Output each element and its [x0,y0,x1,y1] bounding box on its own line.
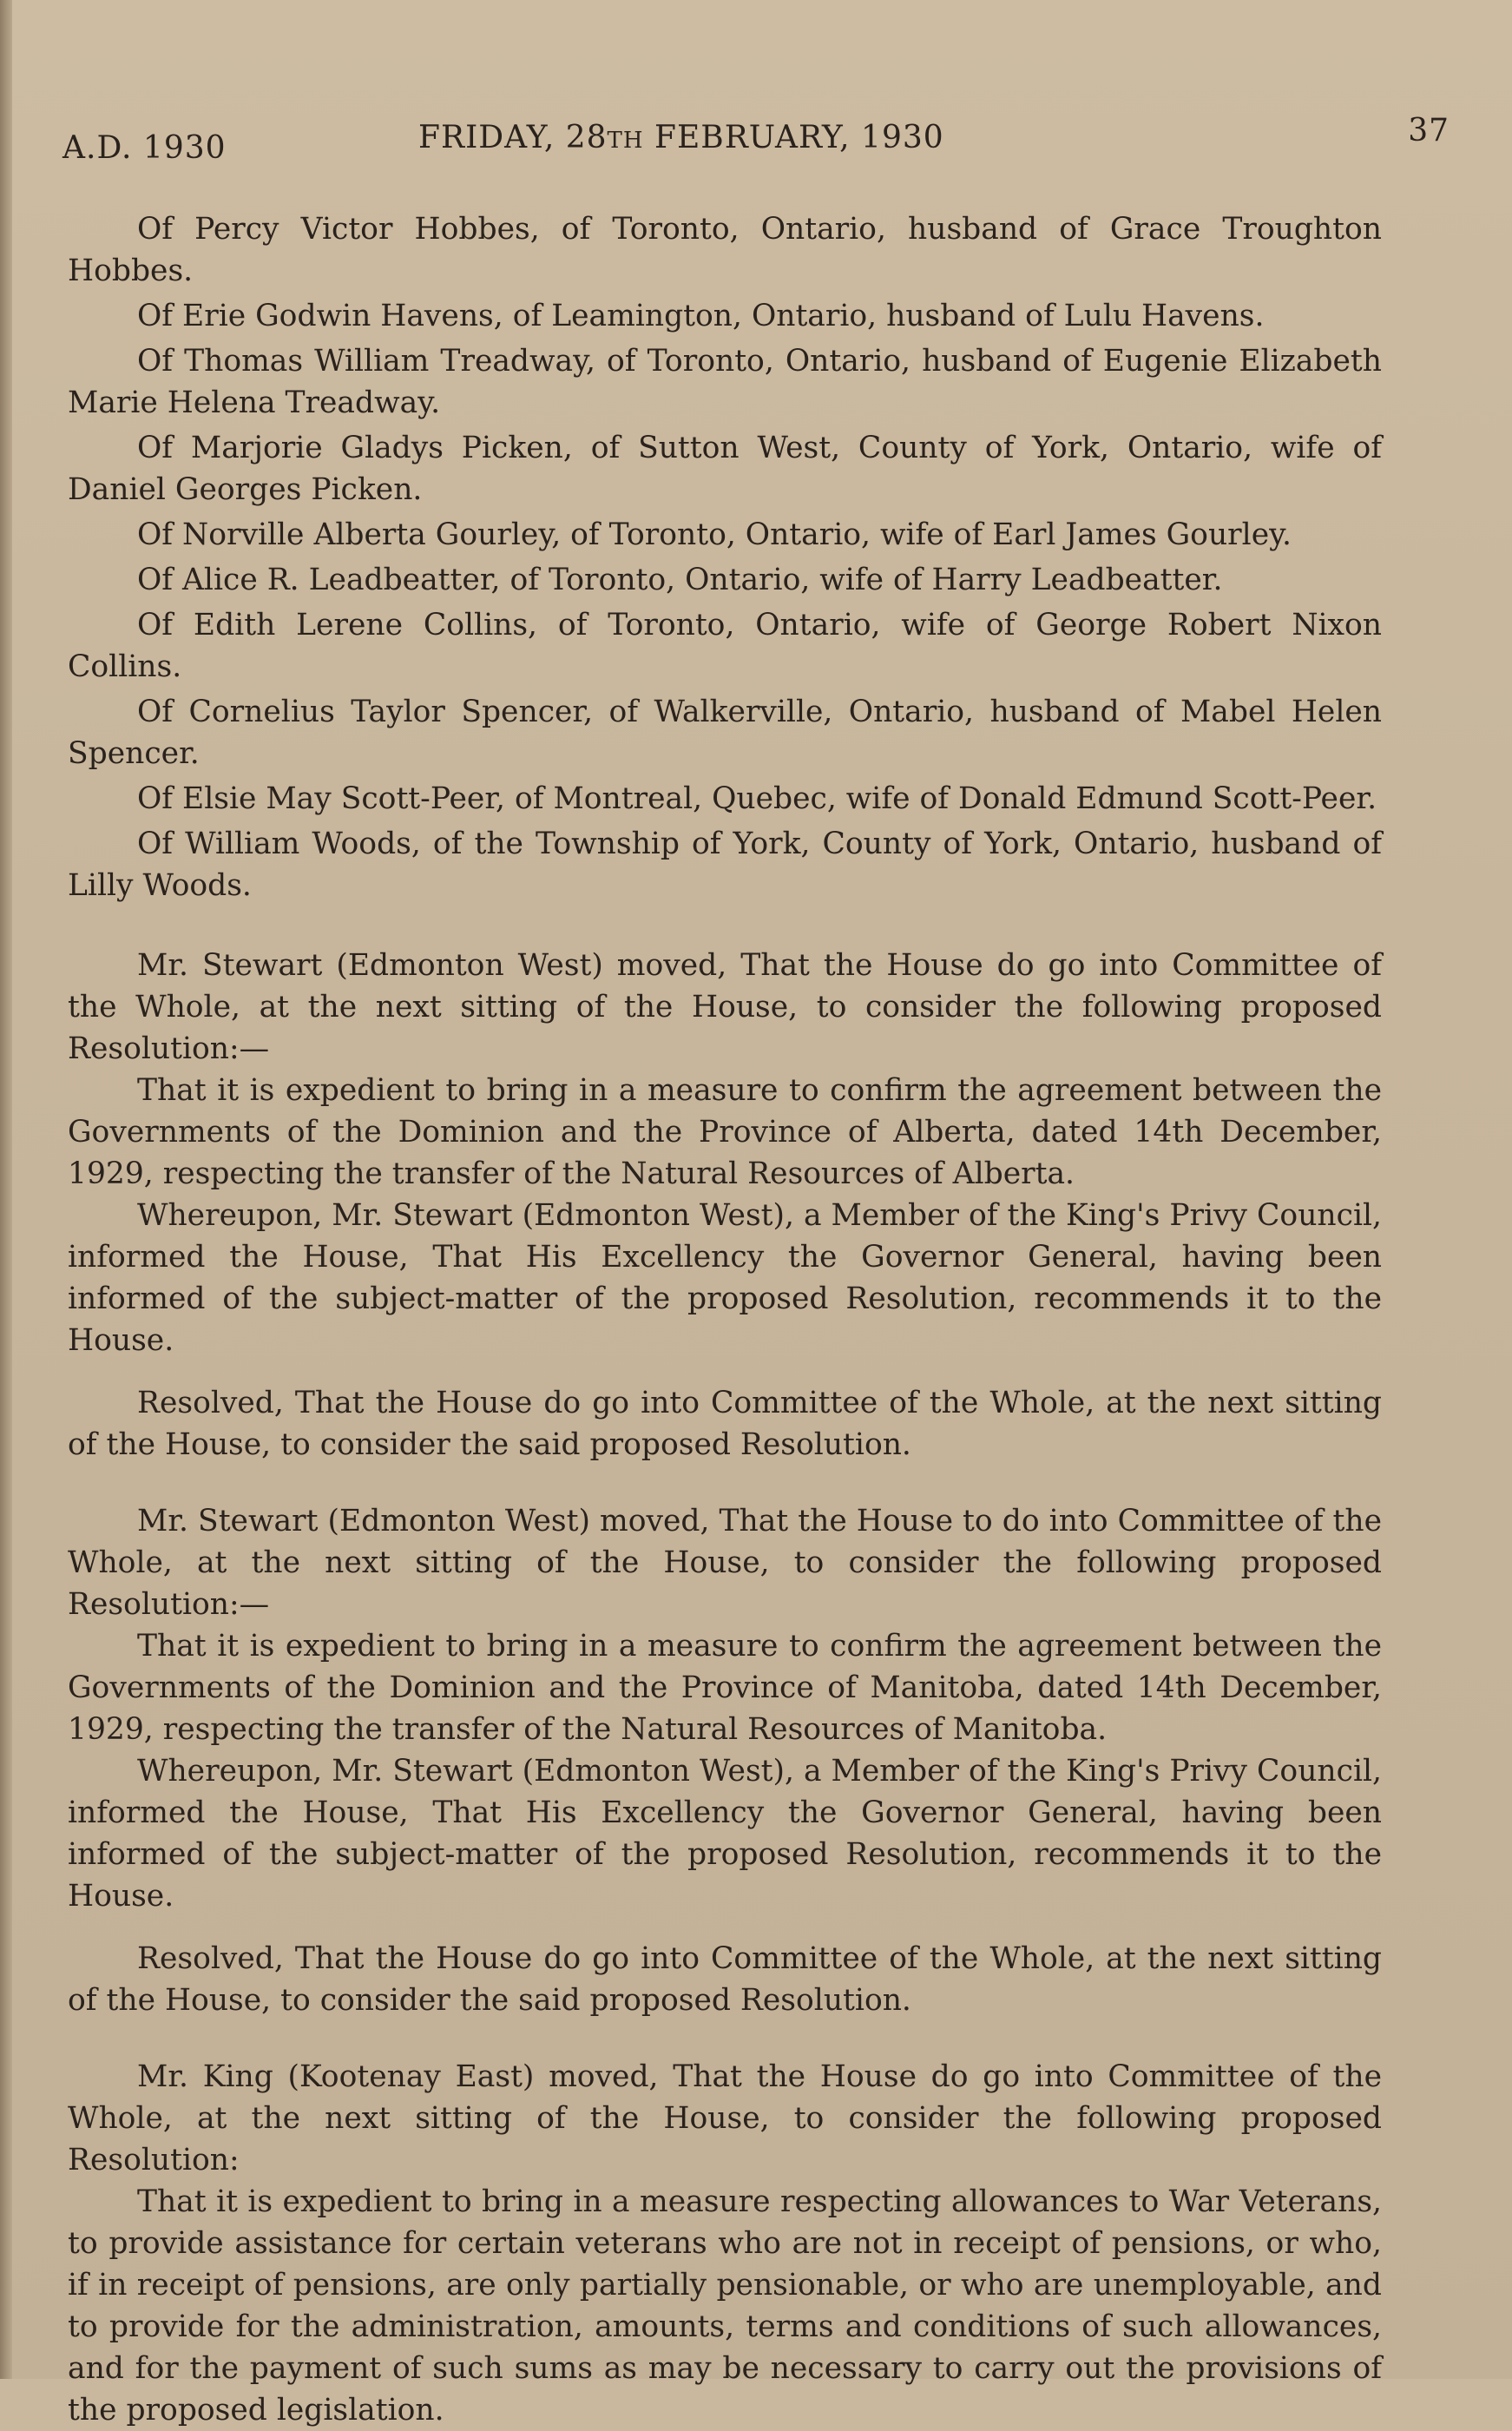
section-gap [68,910,1382,945]
resolution-paragraph: That it is expedient to bring in a measure respecting allowances to War Veterans, to provide assistance for certain veterans who are not in receipt of pensions, or who, if in receipt of pensions, are only partially pensionable, or who are unemployable, and to provide for the administration, amounts, terms and conditions of such allowances, and for the payment of such sums as may be necessary to carry out the provisions of the proposed legislation. [68,2184,1382,2428]
veterans-motion-section [68,2056,1382,2431]
entry-item: Of Percy Victor Hobbes, of Toronto, Ontario, husband of Grace Troughton Hobbes. [68,212,1382,288]
date-day: FRIDAY, 28 [418,120,608,155]
paragraph-gap [68,1917,1382,1938]
motion-paragraph: Mr. King (Kootenay East) moved, That the House do go into Committee of the Whole, at the next sitting of the House, to consider the following proposed Resolution: [68,2059,1382,2177]
motion-paragraph: Mr. Stewart (Edmonton West) moved, That the House to do into Committee of the Whole, at the next sitting of the House, to consider the following proposed Resolution:— [68,1504,1382,1622]
whereupon-paragraph: Whereupon, Mr. Stewart (Edmonton West), a Member of the King's Privy Council, informed the House, That His Excellency the Governor General, having been informed of the subject-matter of the proposed Resolution, recommends it to the House. [68,1198,1382,1358]
resolution-paragraph: That it is expedient to bring in a measure to confirm the agreement between the Governments of the Dominion and the Province of Manitoba, dated 14th December, 1929, respecting the transfer of the Natural Resources of Manitoba. [68,1629,1382,1747]
entry-item: Of Erie Godwin Havens, of Leamington, Ontario, husband of Lulu Havens. [137,299,1265,333]
section-gap [68,2021,1382,2056]
section-gap [68,1466,1382,1500]
entry-item: Of Marjorie Gladys Picken, of Sutton West, County of York, Ontario, wife of Daniel Georges Picken. [68,431,1382,507]
page-number: 37 [1408,113,1450,148]
entry-item: Of William Woods, of the Township of York, County of York, Ontario, husband of Lilly Woods. [68,827,1382,903]
motion-paragraph: Mr. Stewart (Edmonton West) moved, That the House do go into Committee of the Whole, at the next sitting of the House, to consider the following proposed Resolution:— [68,948,1382,1066]
resolved-paragraph: Resolved, That the House do go into Committee of the Whole, at the next sitting of the House, to consider the said proposed Resolution. [68,1386,1382,1462]
paragraph-gap [68,1361,1382,1382]
entry-item: Of Cornelius Taylor Spencer, of Walkerville, Ontario, husband of Mabel Helen Spencer. [68,695,1382,771]
petition-entries [68,208,1382,906]
manitoba-motion-section [68,1500,1382,2021]
page-body [68,208,1382,2431]
sitting-date [418,120,944,155]
whereupon-paragraph: Whereupon, Mr. Stewart (Edmonton West), a Member of the King's Privy Council, informed the House, That His Excellency the Governor General, having been informed of the subject-matter of the proposed Resolution, recommends it to the House. [68,1754,1382,1914]
resolution-paragraph: That it is expedient to bring in a measure to confirm the agreement between the Governments of the Dominion and the Province of Alberta, dated 14th December, 1929, respecting the transfer of the Natural Resources of Alberta. [68,1073,1382,1191]
alberta-motion-section [68,945,1382,1466]
entry-item: Of Alice R. Leadbeatter, of Toronto, Ontario, wife of Harry Leadbeatter. [137,563,1223,597]
year-label: A.D. 1930 [62,130,227,166]
entry-item: Of Norville Alberta Gourley, of Toronto, Ontario, wife of Earl James Gourley. [137,517,1292,552]
page-header [62,113,1450,165]
entry-item: Of Thomas William Treadway, of Toronto, Ontario, husband of Eugenie Elizabeth Marie Helena Treadway. [68,344,1382,420]
date-suffix: TH [607,128,644,154]
entry-item: Of Edith Lerene Collins, of Toronto, Ontario, wife of George Robert Nixon Collins. [68,608,1382,684]
date-month-year: FEBRUARY, 1930 [643,120,944,155]
resolved-paragraph: Resolved, That the House do go into Committee of the Whole, at the next sitting of the House, to consider the said proposed Resolution. [68,1941,1382,2018]
entry-item: Of Elsie May Scott-Peer, of Montreal, Quebec, wife of Donald Edmund Scott-Peer. [137,781,1377,816]
